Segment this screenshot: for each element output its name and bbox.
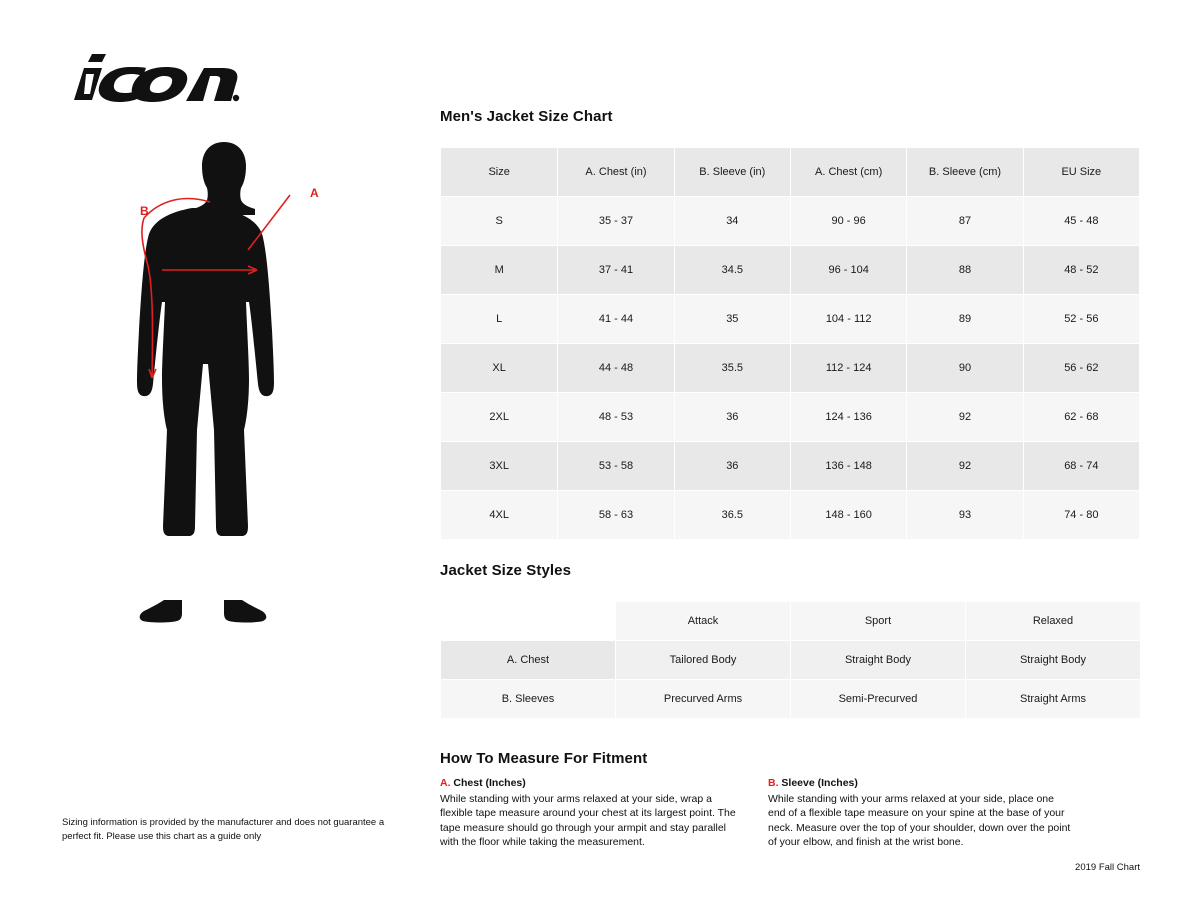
table-row [441, 246, 1140, 295]
column-header-sport: Sport [791, 602, 966, 641]
column-header: A. Chest (cm) [790, 148, 906, 197]
cell-chest-in: 41 - 44 [558, 295, 674, 344]
cell-chest-cm: 96 - 104 [790, 246, 906, 295]
cell-size: XL [441, 344, 558, 393]
cell-sport-sleeves: Semi-Precurved [791, 680, 966, 719]
cell-sleeve-cm: 92 [907, 393, 1023, 442]
how-to-measure-chest [440, 776, 745, 849]
column-header: Size [441, 148, 558, 197]
cell-chest-in: 37 - 41 [558, 246, 674, 295]
cell-sleeve-in: 36 [674, 442, 790, 491]
table-row [441, 491, 1140, 540]
jacket-styles-table [440, 601, 1141, 719]
cell-sleeve-cm: 93 [907, 491, 1023, 540]
table-row [441, 680, 1141, 719]
cell-size: M [441, 246, 558, 295]
cell-eu-size: 56 - 62 [1023, 344, 1139, 393]
size-chart-table [440, 147, 1140, 540]
how-to-measure-sleeve-body: While standing with your arms relaxed at your side, place one end of a flexible tape measure on your spine at the base of your neck. Measure over the top of your shoulder, down over the point of your elbow, and finish at the wrist bone. [768, 793, 1071, 848]
how-to-measure-sleeve-heading [768, 776, 1073, 790]
table-row [441, 197, 1140, 246]
marker-a: A. [440, 777, 451, 789]
cell-eu-size: 52 - 56 [1023, 295, 1139, 344]
table-row [441, 344, 1140, 393]
column-header: B. Sleeve (in) [674, 148, 790, 197]
cell-sleeve-in: 36.5 [674, 491, 790, 540]
cell-size: 4XL [441, 491, 558, 540]
right-panel [440, 0, 1200, 900]
left-panel [0, 0, 440, 900]
cell-attack-sleeves: Precurved Arms [616, 680, 791, 719]
table-header-row [441, 148, 1140, 197]
cell-sleeve-cm: 92 [907, 442, 1023, 491]
cell-eu-size: 48 - 52 [1023, 246, 1139, 295]
cell-eu-size: 62 - 68 [1023, 393, 1139, 442]
cell-size: 2XL [441, 393, 558, 442]
cell-eu-size: 45 - 48 [1023, 197, 1139, 246]
cell-size: L [441, 295, 558, 344]
how-to-measure-title: How To Measure For Fitment [440, 750, 648, 767]
body-silhouette-illustration [120, 140, 350, 640]
heading-text: Chest (Inches) [453, 777, 526, 789]
cell-chest-in: 58 - 63 [558, 491, 674, 540]
row-label-sleeves: B. Sleeves [441, 680, 616, 719]
cell-chest-cm: 124 - 136 [790, 393, 906, 442]
cell-chest-cm: 148 - 160 [790, 491, 906, 540]
cell-sleeve-cm: 90 [907, 344, 1023, 393]
cell-sleeve-in: 35 [674, 295, 790, 344]
table-row [441, 393, 1140, 442]
column-header-relaxed: Relaxed [966, 602, 1141, 641]
cell-chest-in: 48 - 53 [558, 393, 674, 442]
column-header: EU Size [1023, 148, 1139, 197]
cell-sleeve-cm: 89 [907, 295, 1023, 344]
heading-text: Sleeve (Inches) [781, 777, 858, 789]
cell-sleeve-in: 34 [674, 197, 790, 246]
cell-sleeve-in: 34.5 [674, 246, 790, 295]
column-header: A. Chest (in) [558, 148, 674, 197]
column-header: B. Sleeve (cm) [907, 148, 1023, 197]
cell-sleeve-in: 36 [674, 393, 790, 442]
cell-sleeve-cm: 87 [907, 197, 1023, 246]
table-row [441, 295, 1140, 344]
cell-chest-cm: 112 - 124 [790, 344, 906, 393]
measure-label-b: B [140, 204, 149, 218]
cell-eu-size: 68 - 74 [1023, 442, 1139, 491]
column-header-attack: Attack [616, 602, 791, 641]
cell-eu-size: 74 - 80 [1023, 491, 1139, 540]
how-to-measure-chest-heading [440, 776, 745, 790]
marker-b: B. [768, 777, 779, 789]
cell-chest-cm: 136 - 148 [790, 442, 906, 491]
how-to-measure-chest-body: While standing with your arms relaxed at your side, wrap a flexible tape measure around your chest at its largest point. The tape measure should go through your armpit and stay parallel with the floor while taking the measurement. [440, 793, 736, 848]
column-header-blank [441, 602, 616, 641]
measure-label-a: A [310, 186, 319, 200]
chart-edition-note: 2019 Fall Chart [1075, 862, 1140, 873]
cell-chest-cm: 104 - 112 [790, 295, 906, 344]
table-row [441, 641, 1141, 680]
table-header-row [441, 602, 1141, 641]
cell-relaxed-sleeves: Straight Arms [966, 680, 1141, 719]
cell-chest-cm: 90 - 96 [790, 197, 906, 246]
sizing-disclaimer: Sizing information is provided by the manufacturer and does not guarantee a perfect fit. Please use this chart as a guide only [62, 817, 385, 842]
cell-size: 3XL [441, 442, 558, 491]
styles-chart-title: Jacket Size Styles [440, 562, 572, 579]
cell-relaxed-chest: Straight Body [966, 641, 1141, 680]
size-chart-title: Men's Jacket Size Chart [440, 108, 613, 125]
cell-sleeve-in: 35.5 [674, 344, 790, 393]
cell-size: S [441, 197, 558, 246]
cell-chest-in: 44 - 48 [558, 344, 674, 393]
icon-wordmark-logo [62, 50, 242, 106]
cell-chest-in: 53 - 58 [558, 442, 674, 491]
cell-sport-chest: Straight Body [791, 641, 966, 680]
how-to-measure-sleeve [768, 776, 1073, 849]
table-row [441, 442, 1140, 491]
row-label-chest: A. Chest [441, 641, 616, 680]
cell-sleeve-cm: 88 [907, 246, 1023, 295]
cell-attack-chest: Tailored Body [616, 641, 791, 680]
cell-chest-in: 35 - 37 [558, 197, 674, 246]
